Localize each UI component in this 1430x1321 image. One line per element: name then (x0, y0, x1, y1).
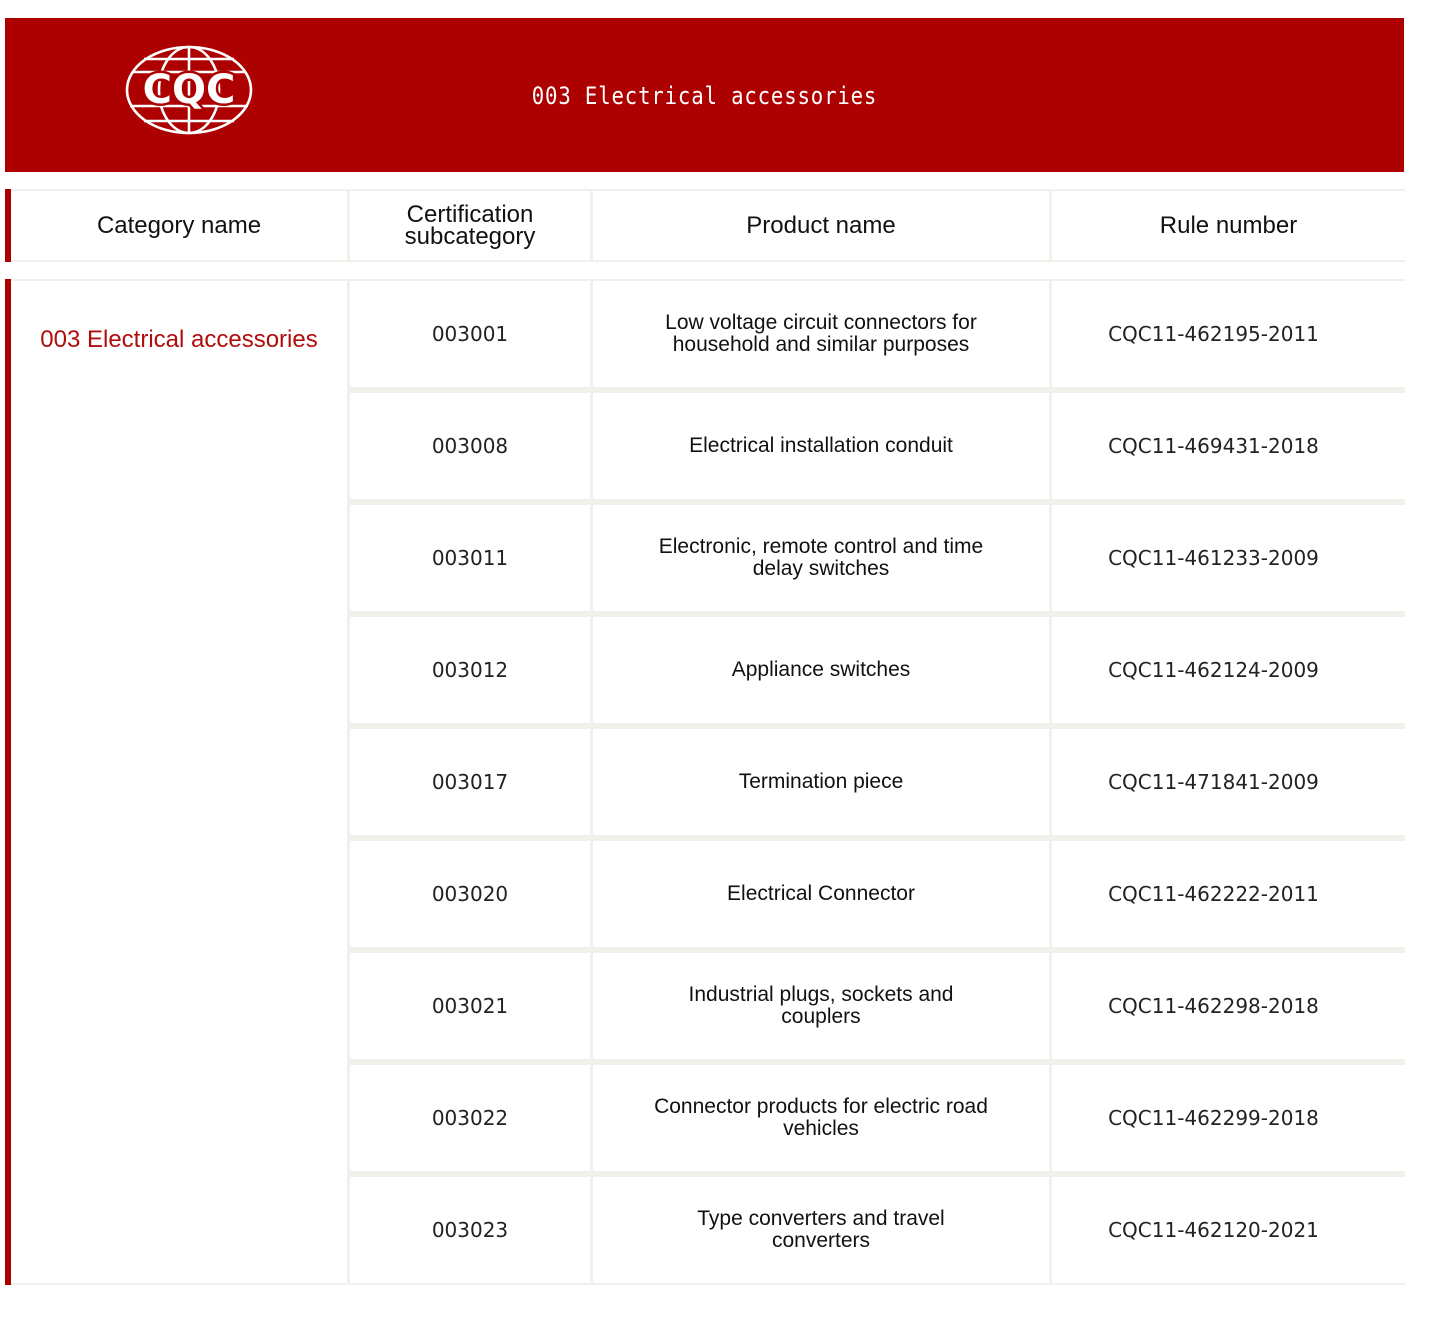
column-header-subcategory: Certification subcategory (350, 191, 590, 260)
product-name-cell (593, 505, 1049, 611)
column-header-rule: Rule number (1052, 191, 1405, 260)
rule-number-cell (1052, 841, 1405, 947)
subcategory-code: 003017 (431, 770, 509, 794)
product-name: Appliance switches (731, 658, 911, 681)
subcategory-code: 003020 (431, 882, 509, 906)
subcategory-code: 003022 (431, 1106, 509, 1130)
category-name: 003 Electrical accessories (40, 326, 318, 353)
subcategory-code-cell (350, 617, 590, 723)
subcategory-code: 003008 (431, 434, 509, 458)
rule-number-cell (1052, 393, 1405, 499)
rule-number: CQC11-462124-2009 (1108, 658, 1319, 682)
subcategory-code-cell (350, 953, 590, 1059)
product-name: Electronic, remote control and time delay switches (658, 535, 984, 580)
product-name-cell (593, 953, 1049, 1059)
column-header-category: Category name (11, 191, 347, 260)
subcategory-code-cell (350, 1065, 590, 1171)
subcategory-code: 003021 (431, 994, 509, 1018)
rule-number: CQC11-461233-2009 (1108, 546, 1319, 570)
svg-text:CQC: CQC (142, 67, 236, 113)
product-name-cell (593, 617, 1049, 723)
product-name-cell (593, 393, 1049, 499)
rule-number-cell (1052, 505, 1405, 611)
rule-number-cell (1052, 1065, 1405, 1171)
category-cell (11, 281, 347, 1283)
rule-number-cell (1052, 729, 1405, 835)
rule-number: CQC11-462299-2018 (1108, 1106, 1319, 1130)
subcategory-code: 003012 (431, 658, 509, 682)
rule-number-cell (1052, 617, 1405, 723)
product-name: Electrical Connector (727, 882, 915, 905)
product-name-cell (593, 841, 1049, 947)
rule-number: CQC11-471841-2009 (1108, 770, 1319, 794)
product-name: Termination piece (738, 770, 904, 793)
rule-number-cell (1052, 953, 1405, 1059)
rule-number: CQC11-469431-2018 (1108, 434, 1319, 458)
product-name: Connector products for electric road vehicles (654, 1095, 988, 1140)
product-name-cell (593, 1065, 1049, 1171)
product-name: Low voltage circuit connectors for household and similar purposes (665, 311, 977, 356)
column-header-product: Product name (593, 191, 1049, 260)
header-banner (5, 18, 1404, 172)
subcategory-code-cell (350, 1177, 590, 1283)
product-name: Type converters and travel converters (697, 1207, 945, 1252)
rule-number: CQC11-462222-2011 (1108, 882, 1319, 906)
subcategory-code: 003023 (431, 1218, 509, 1242)
rule-number: CQC11-462298-2018 (1108, 994, 1319, 1018)
product-name: Electrical installation conduit (689, 434, 953, 457)
rule-number: CQC11-462195-2011 (1108, 322, 1319, 346)
subcategory-code: 003001 (431, 322, 509, 346)
subcategory-code-cell (350, 729, 590, 835)
product-name-cell (593, 281, 1049, 387)
subcategory-code-cell (350, 393, 590, 499)
banner-title: 003 Electrical accessories (531, 82, 878, 110)
subcategory-code: 003011 (431, 546, 509, 570)
subcategory-code-cell (350, 281, 590, 387)
header-accent-bar (5, 189, 11, 262)
table-header-row (5, 189, 1405, 262)
rule-number: CQC11-462120-2021 (1108, 1218, 1319, 1242)
product-name-cell (593, 1177, 1049, 1283)
rule-number-cell (1052, 1177, 1405, 1283)
subcategory-code-cell (350, 841, 590, 947)
rule-number-cell (1052, 281, 1405, 387)
product-name: Industrial plugs, sockets and couplers (688, 983, 954, 1028)
product-name-cell (593, 729, 1049, 835)
subcategory-code-cell (350, 505, 590, 611)
